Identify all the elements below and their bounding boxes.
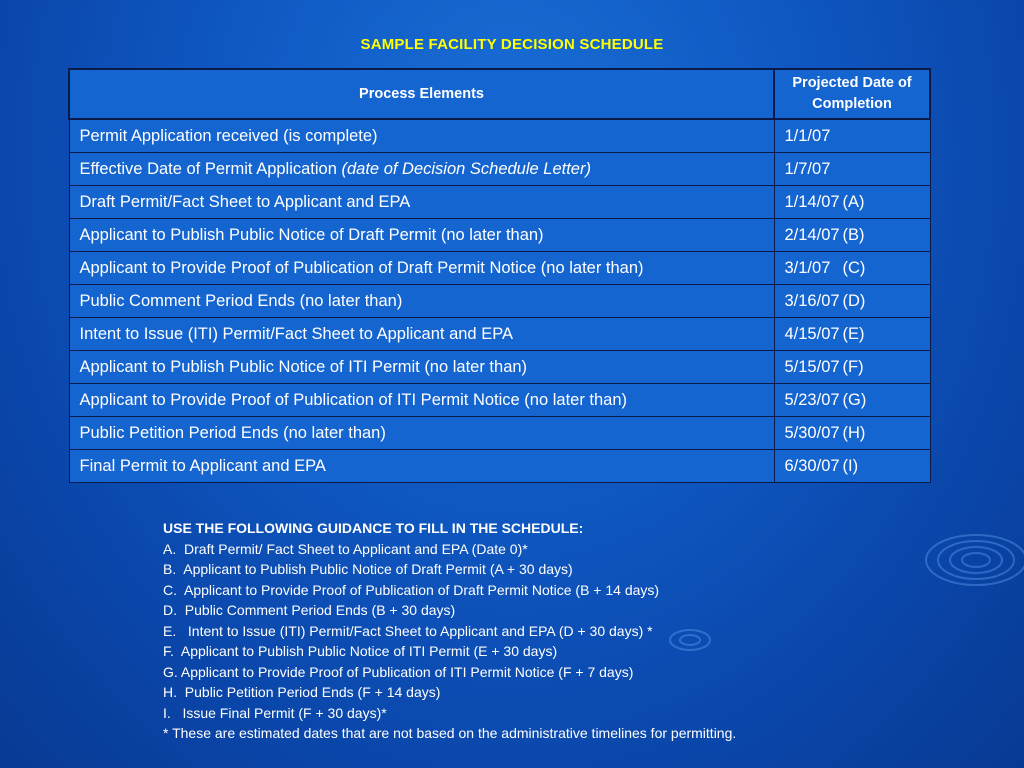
process-element-text: Public Petition Period Ends (no later than) bbox=[79, 423, 386, 442]
completion-date-cell bbox=[774, 417, 930, 450]
guidance-code: (H) bbox=[842, 423, 866, 442]
decision-schedule-table bbox=[68, 68, 931, 483]
page-title: SAMPLE FACILITY DECISION SCHEDULE bbox=[360, 36, 664, 53]
guidance-code: (I) bbox=[842, 456, 859, 475]
process-element-text: Permit Application received (is complete) bbox=[79, 126, 378, 145]
completion-date: 6/30/07 bbox=[784, 456, 840, 475]
process-element-text: Applicant to Publish Public Notice of Draft Permit (no later than) bbox=[79, 225, 544, 244]
completion-date: 5/15/07 bbox=[784, 357, 840, 376]
guidance-line: D. Public Comment Period Ends (B + 30 days) bbox=[163, 602, 456, 618]
guidance-line: F. Applicant to Publish Public Notice of ITI Permit (E + 30 days) bbox=[163, 643, 558, 659]
table-row bbox=[69, 252, 930, 285]
completion-date-cell bbox=[774, 153, 930, 186]
table-row bbox=[69, 318, 930, 351]
guidance-line: B. Applicant to Publish Public Notice of Draft Permit (A + 30 days) bbox=[163, 561, 573, 577]
process-element-cell bbox=[69, 153, 774, 186]
completion-date: 3/16/07 bbox=[784, 291, 840, 310]
completion-date-cell bbox=[774, 119, 930, 153]
completion-date: 5/30/07 bbox=[784, 423, 840, 442]
process-element-cell bbox=[69, 252, 774, 285]
table-row bbox=[69, 186, 930, 219]
process-element-cell bbox=[69, 384, 774, 417]
guidance-block bbox=[163, 518, 736, 744]
table-row bbox=[69, 285, 930, 318]
completion-date: 3/1/07 bbox=[784, 258, 831, 277]
completion-date: 1/14/07 bbox=[784, 192, 840, 211]
table-row bbox=[69, 384, 930, 417]
process-element-note: (date of Decision Schedule Letter) bbox=[341, 159, 591, 178]
guidance-line: H. Public Petition Period Ends (F + 14 days) bbox=[163, 684, 441, 700]
table-row bbox=[69, 153, 930, 186]
guidance-line: G. Applicant to Provide Proof of Publication of ITI Permit Notice (F + 7 days) bbox=[163, 663, 634, 680]
completion-date: 1/1/07 bbox=[784, 126, 831, 145]
process-element-cell bbox=[69, 186, 774, 219]
guidance-code: (F) bbox=[842, 357, 864, 376]
guidance-line: I. Issue Final Permit (F + 30 days)* bbox=[163, 704, 387, 721]
process-element-text: Final Permit to Applicant and EPA bbox=[79, 456, 326, 475]
guidance-code: (A) bbox=[842, 192, 865, 211]
guidance-line: C. Applicant to Provide Proof of Publication of Draft Permit Notice (B + 14 days) bbox=[163, 581, 660, 598]
completion-date-cell bbox=[774, 186, 930, 219]
completion-date-cell bbox=[774, 450, 930, 483]
guidance-heading: USE THE FOLLOWING GUIDANCE TO FILL IN THE SCHEDULE: bbox=[163, 520, 584, 536]
table-row bbox=[69, 450, 930, 483]
process-element-text: Draft Permit/Fact Sheet to Applicant and EPA bbox=[79, 192, 411, 211]
completion-date: 2/14/07 bbox=[784, 225, 840, 244]
table-row bbox=[69, 219, 930, 252]
process-element-text: Applicant to Provide Proof of Publication of ITI Permit Notice (no later than) bbox=[79, 390, 628, 409]
completion-date-cell bbox=[774, 351, 930, 384]
completion-date: 5/23/07 bbox=[784, 390, 840, 409]
guidance-line: A. Draft Permit/ Fact Sheet to Applicant and EPA (Date 0)* bbox=[163, 540, 528, 557]
process-element-text: Intent to Issue (ITI) Permit/Fact Sheet to Applicant and EPA bbox=[79, 324, 513, 343]
completion-date-cell bbox=[774, 318, 930, 351]
process-element-text: Applicant to Publish Public Notice of ITI Permit (no later than) bbox=[79, 357, 528, 376]
table-row bbox=[69, 417, 930, 450]
process-element-cell bbox=[69, 318, 774, 351]
header-process-elements: Process Elements bbox=[69, 69, 774, 119]
guidance-line: E. Intent to Issue (ITI) Permit/Fact Sheet to Applicant and EPA (D + 30 days) * bbox=[163, 622, 653, 639]
completion-date-cell bbox=[774, 384, 930, 417]
completion-date-cell bbox=[774, 252, 930, 285]
header-projected-date: Projected Date of Completion bbox=[774, 69, 930, 119]
process-element-cell bbox=[69, 417, 774, 450]
guidance-code: (D) bbox=[842, 291, 866, 310]
process-element-cell bbox=[69, 450, 774, 483]
process-element-cell bbox=[69, 219, 774, 252]
process-element-cell bbox=[69, 351, 774, 384]
guidance-code: (G) bbox=[842, 390, 867, 409]
guidance-line: * These are estimated dates that are not based on the administrative timelines for permitting. bbox=[163, 725, 737, 741]
table-row bbox=[69, 119, 930, 153]
completion-date-cell bbox=[774, 219, 930, 252]
process-element-text: Effective Date of Permit Application bbox=[79, 159, 342, 178]
guidance-code: (C) bbox=[842, 258, 866, 277]
guidance-code: (B) bbox=[842, 225, 865, 244]
table-row bbox=[69, 351, 930, 384]
completion-date-cell bbox=[774, 285, 930, 318]
process-element-text: Applicant to Provide Proof of Publication of Draft Permit Notice (no later than) bbox=[79, 258, 644, 277]
process-element-cell bbox=[69, 119, 774, 153]
process-element-text: Public Comment Period Ends (no later than) bbox=[79, 291, 403, 310]
table-header-row bbox=[69, 69, 930, 119]
completion-date: 4/15/07 bbox=[784, 324, 840, 343]
process-element-cell bbox=[69, 285, 774, 318]
guidance-code: (E) bbox=[842, 324, 865, 343]
completion-date: 1/7/07 bbox=[784, 159, 831, 178]
